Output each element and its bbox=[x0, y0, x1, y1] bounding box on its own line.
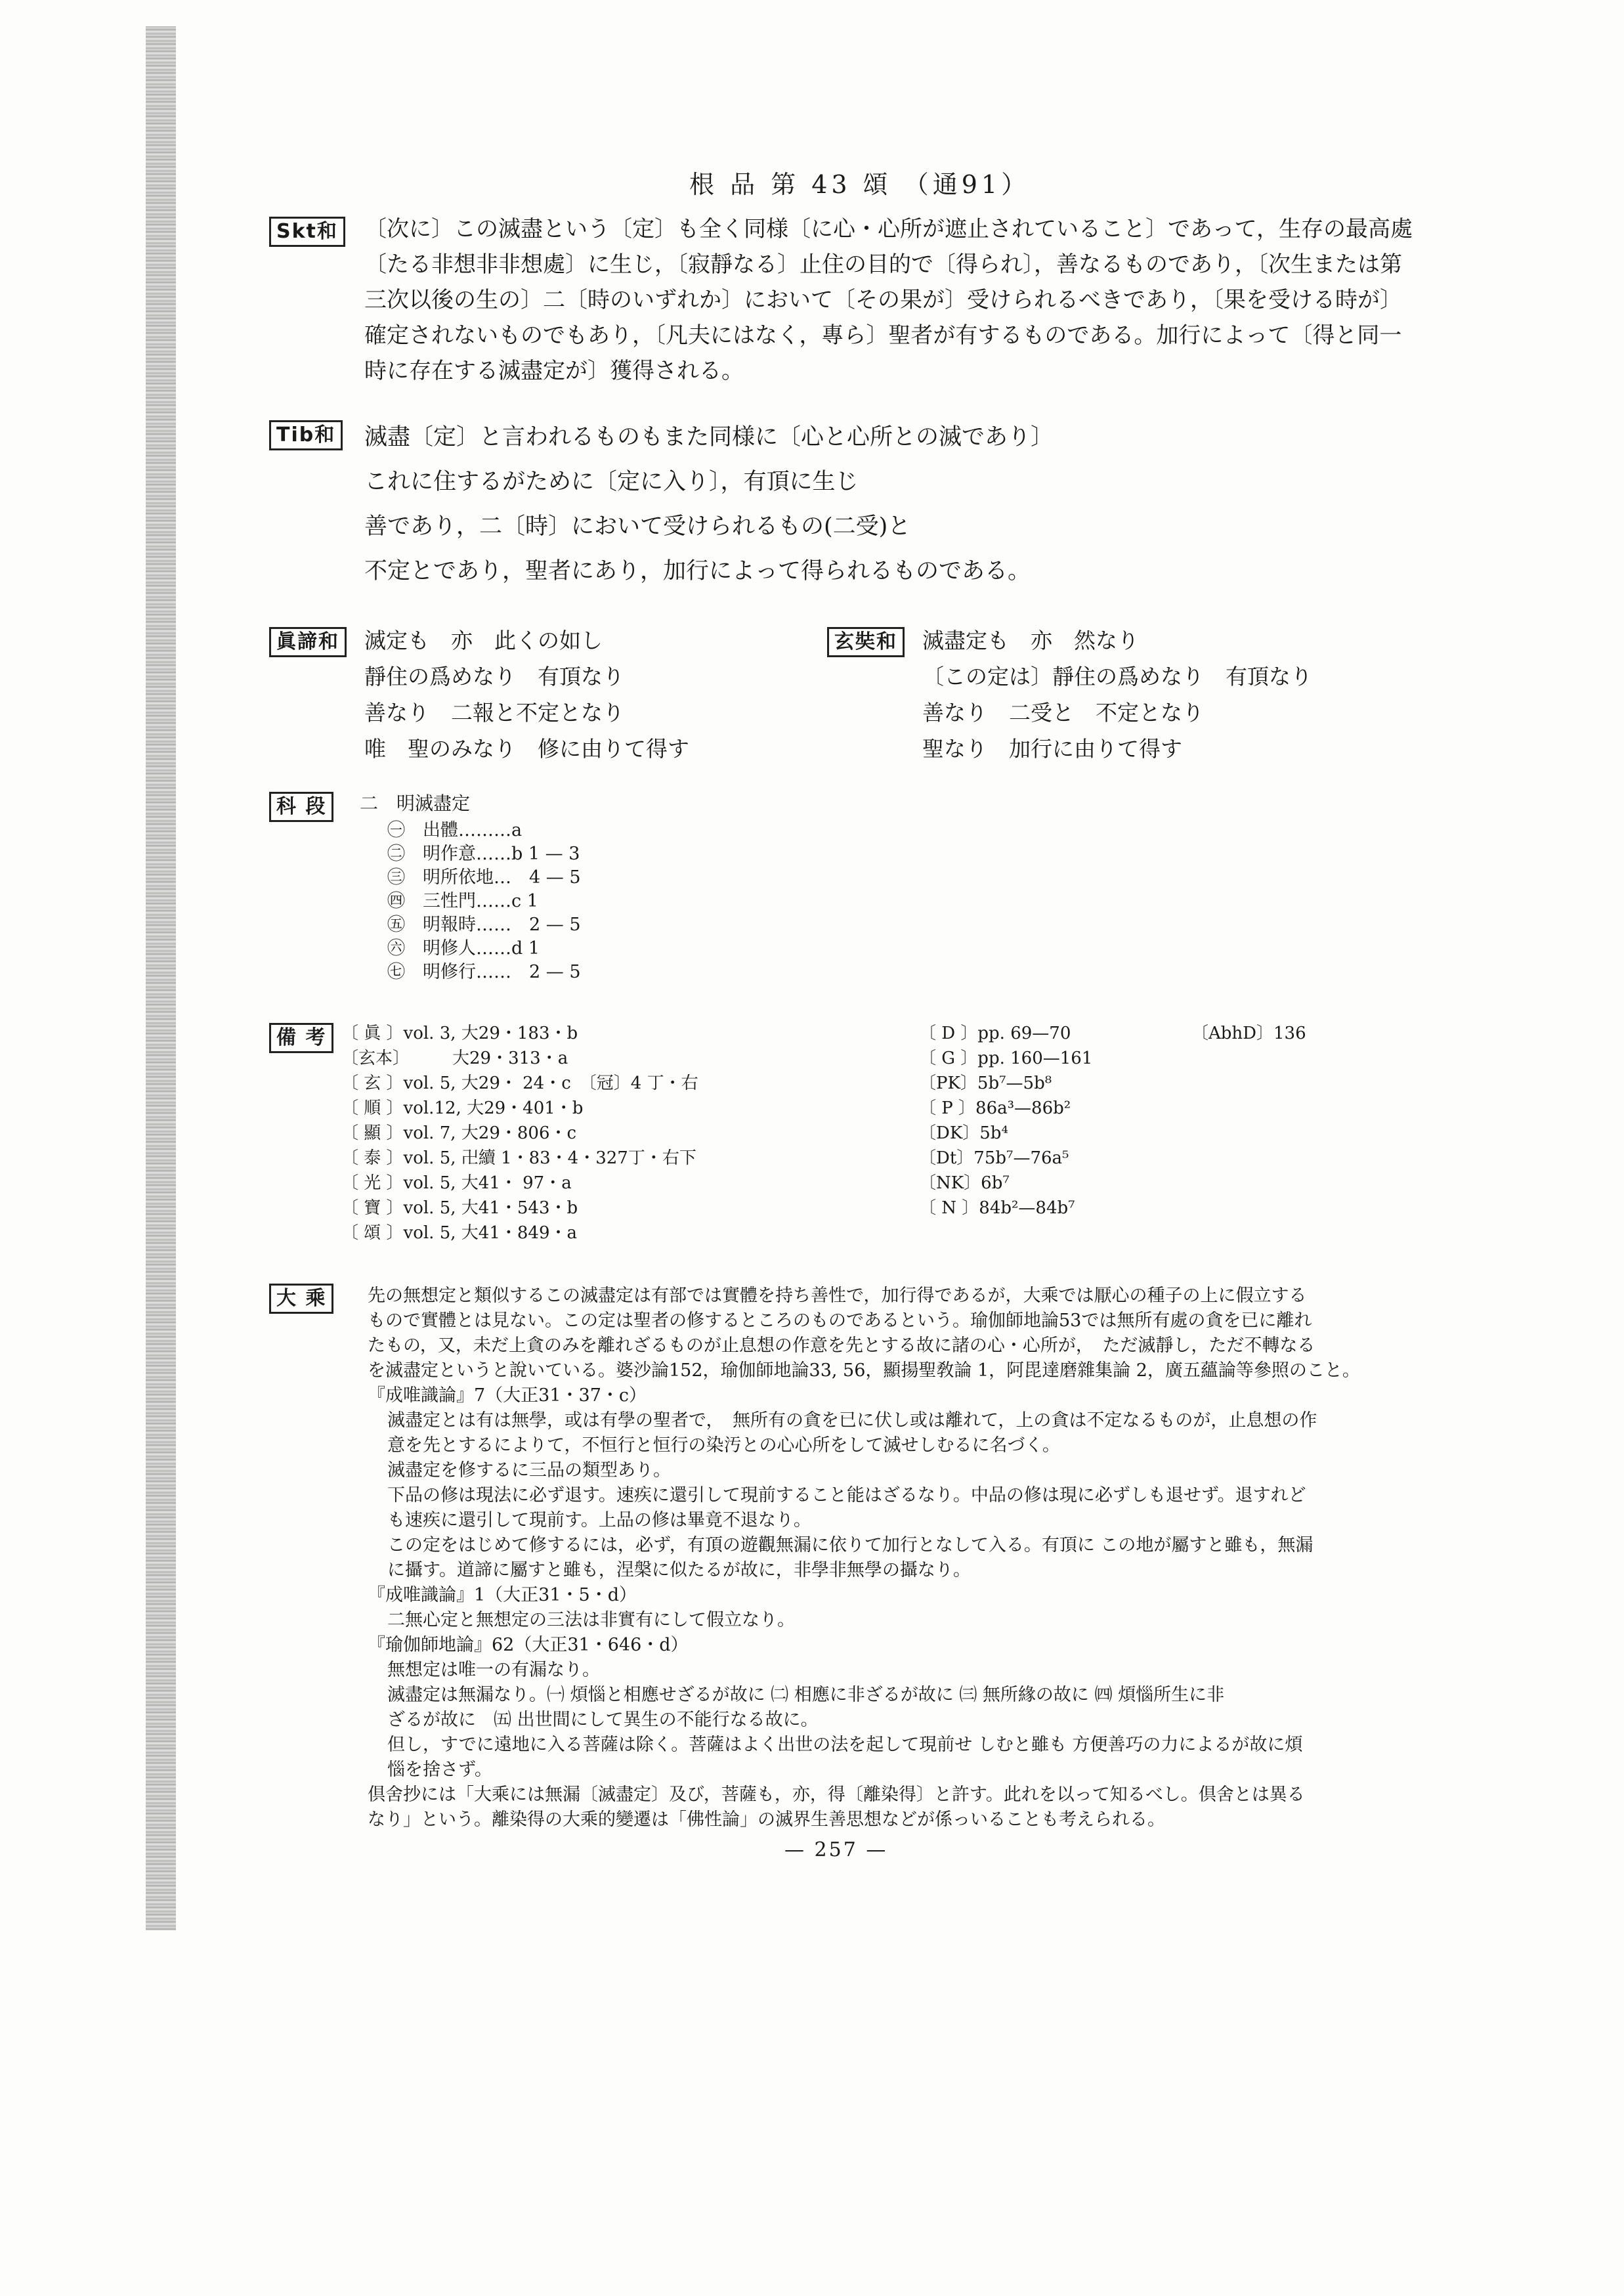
ref-entry: 〔Dt〕75b⁷—76a⁵ bbox=[919, 1148, 1069, 1168]
mahayana-line: 但し，すでに遠地に入る菩薩は除く。菩薩はよく出世の法を起して現前せ しむと雖も 方便善巧の力によるが故に煩 bbox=[387, 1735, 1303, 1755]
mahayana-line: 倶舍抄には「大乘には無漏〔滅盡定〕及び，菩薩も，亦，得〔離染得〕と許す。此れを以って知るべし。倶舍とは異る bbox=[368, 1785, 1305, 1805]
zhendi-line: 靜住の爲めなり 有頂なり bbox=[364, 664, 624, 689]
xuanzang-verse bbox=[922, 622, 1312, 767]
ref-entry: 〔 順 〕vol.12, 大29・401・b bbox=[341, 1098, 584, 1118]
mahayana-commentary bbox=[368, 1284, 1392, 1832]
tib-line: これに住するがために〔定に入り〕，有頂に生じ bbox=[364, 469, 859, 495]
mahayana-line: 『成唯識論』7（大正31・37・c） bbox=[368, 1385, 647, 1406]
page-number: — 257 — bbox=[784, 1838, 888, 1861]
outline-item: ㊅ 明修人……d 1 bbox=[387, 938, 540, 959]
page-header: 根 品 第 43 頌 （通91） bbox=[689, 170, 1031, 199]
ref-entry: 〔 光 〕vol. 5, 大41・ 97・a bbox=[341, 1173, 572, 1193]
zhendi-line: 唯 聖のみなり 修に由りて得す bbox=[364, 736, 689, 762]
ref-entry: 〔 D 〕pp. 69—70 bbox=[919, 1024, 1071, 1043]
skt-line: 時に存在する滅盡定が〕獲得される。 bbox=[364, 358, 744, 384]
ref-entry: 〔 N 〕84b²—84b⁷ bbox=[919, 1198, 1075, 1218]
mahayana-line: 惱を捨さず。 bbox=[387, 1760, 492, 1780]
ref-entry: 〔 顯 〕vol. 7, 大29・806・c bbox=[341, 1123, 577, 1143]
tag-mahayana: 大 乘 bbox=[269, 1284, 333, 1314]
mahayana-line: たもの，又，未だ上貪のみを離れざるものが止息想の作意を先とする故に諸の心・心所が， ただ滅靜し，ただ不轉なる bbox=[368, 1335, 1315, 1356]
tag-tib: Tib和 bbox=[269, 420, 343, 450]
kedan-title: 二 明滅盡定 bbox=[360, 792, 471, 814]
ref-entry: 〔 泰 〕vol. 5, 卍續 1・83・4・327丁・右下 bbox=[341, 1148, 696, 1168]
ref-entry: 〔DK〕5b⁴ bbox=[919, 1123, 1008, 1143]
outline-item: ㊀ 出體………a bbox=[387, 820, 523, 840]
mahayana-line: 『瑜伽師地論』62（大正31・646・d） bbox=[368, 1635, 689, 1655]
mahayana-line: も速疾に還引して現前す。上品の修は畢竟不退なり。 bbox=[387, 1510, 811, 1530]
refs-right bbox=[919, 1021, 1092, 1221]
ref-entry: 〔 玄 〕vol. 5, 大29・ 24・c 〔冠〕4 丁・右 bbox=[341, 1073, 698, 1093]
scan-edge-shadow bbox=[146, 26, 176, 1930]
tib-line: 滅盡〔定〕と言われるものもまた同様に〔心と心所との滅であり〕 bbox=[364, 424, 1054, 450]
mahayana-line: なり」という。離染得の大乘的變遷は「佛性論」の滅界生善思想などが係っいることも考えられる。 bbox=[368, 1809, 1165, 1830]
tib-line: 不定とであり，聖者にあり，加行によって得られるものである。 bbox=[364, 558, 1031, 584]
tag-kedan: 科 段 bbox=[269, 792, 333, 822]
mahayana-line: 滅盡定は無漏なり。㈠ 煩惱と相應せざるが故に ㈡ 相應に非ざるが故に ㈢ 無所緣の故に ㈣ 煩惱所生に非 bbox=[387, 1685, 1225, 1705]
mahayana-line: に攝す。道諦に屬すと雖も，涅槃に似たるが故に，非學非無學の攝なり。 bbox=[387, 1560, 971, 1580]
outline-item: ㊂ 明所依地… 4 — 5 bbox=[387, 867, 581, 888]
mahayana-line: この定をはじめて修するには，必ず，有頂の遊觀無漏に依りて加行となして入る。有頂に この地が屬すと雖も，無漏 bbox=[387, 1535, 1314, 1555]
skt-paragraph bbox=[364, 211, 1413, 389]
skt-line: 三次以後の生の〕二〔時のいずれか〕において〔その果が〕受けられるべきであり，〔果を受ける時が〕 bbox=[364, 287, 1402, 313]
ref-entry: 〔NK〕6b⁷ bbox=[919, 1173, 1010, 1193]
mahayana-line: もので實體とは見ない。この定は聖者の修するところのものであるという。瑜伽師地論53では無所有處の貪を已に離れ bbox=[368, 1310, 1312, 1331]
zhendi-line: 滅定も 亦 此くの如し bbox=[364, 628, 603, 653]
ref-entry: 〔PK〕5b⁷—5b⁸ bbox=[919, 1073, 1052, 1093]
mahayana-line: 『成唯識論』1（大正31・5・d） bbox=[368, 1585, 637, 1605]
tag-zhendi: 眞諦和 bbox=[269, 627, 347, 657]
zhendi-verse bbox=[364, 622, 689, 767]
skt-line: 〔次に〕この滅盡という〔定〕も全く同様〔に心・心所が遮止されていること〕であって，生存の最高處 bbox=[364, 216, 1413, 242]
zhendi-line: 善なり 二報と不定となり bbox=[364, 700, 624, 726]
ref-entry: 〔 P 〕86a³—86b² bbox=[919, 1098, 1071, 1118]
mahayana-line: を滅盡定というと說いている。婆沙論152，瑜伽師地論33, 56，顯揚聖敎論 1，阿毘達磨雜集論 2，廣五蘊論等參照のこと。 bbox=[368, 1360, 1360, 1381]
mahayana-line: 先の無想定と類似するこの滅盡定は有部では實體を持ち善性で，加行得であるが，大乘では厭心の種子の上に假立する bbox=[368, 1286, 1307, 1306]
outline-item: ㊄ 明報時…… 2 — 5 bbox=[387, 915, 581, 935]
outline-item: ㊃ 三性門……c 1 bbox=[387, 891, 538, 911]
outline-item: ㊆ 明修行…… 2 — 5 bbox=[387, 962, 581, 982]
outline-item: ㊁ 明作意……b 1 — 3 bbox=[387, 844, 580, 864]
mahayana-line: 二無心定と無想定の三法は非實有にして假立なり。 bbox=[387, 1610, 795, 1630]
xuanzang-line: 滅盡定も 亦 然なり bbox=[922, 628, 1139, 653]
mahayana-line: 滅盡定とは有は無學，或は有學の聖者で， 無所有の貪を已に伏し或は離れて，上の貪は不定なるものが，止息想の作 bbox=[387, 1410, 1317, 1431]
kedan-outline bbox=[387, 819, 581, 984]
mahayana-line: 無想定は唯一の有漏なり。 bbox=[387, 1660, 600, 1680]
tag-xuanzang: 玄奘和 bbox=[827, 627, 905, 657]
ref-entry: 〔 頌 〕vol. 5, 大41・849・a bbox=[341, 1223, 577, 1243]
ref-entry: 〔 眞 〕vol. 3, 大29・183・b bbox=[341, 1024, 578, 1043]
xuanzang-line: 聖なり 加行に由りて得す bbox=[922, 736, 1182, 762]
tag-skt: Skt和 bbox=[269, 217, 345, 247]
mahayana-line: 下品の修は現法に必ず退す。速疾に還引して現前すること能はざるなり。中品の修は現に必ずしも退せず。退すれど bbox=[387, 1485, 1306, 1505]
skt-line: 確定されないものでもあり，〔凡夫にはなく，專ら〕聖者が有するものである。加行によって〔得と同一 bbox=[364, 322, 1402, 349]
mahayana-line: ざるが故に ㈤ 出世間にして異生の不能行なる故に。 bbox=[387, 1710, 819, 1730]
tag-biko: 備 考 bbox=[269, 1023, 333, 1053]
ref-entry: 〔玄本〕 大29・313・a bbox=[341, 1049, 568, 1068]
ref-entry: 〔 G 〕pp. 160—161 bbox=[919, 1049, 1093, 1068]
tib-line: 善であり，二〔時〕において受けられるもの(二受)と bbox=[364, 513, 911, 540]
ref-abhd: 〔AbhD〕136 bbox=[1191, 1024, 1306, 1043]
xuanzang-line: 善なり 二受と 不定となり bbox=[922, 700, 1204, 726]
xuanzang-line: 〔この定は〕靜住の爲めなり 有頂なり bbox=[922, 664, 1312, 689]
skt-line: 〔たる非想非非想處〕に生じ，〔寂靜なる〕止住の目的で〔得られ〕，善なるものであり，〔次生または第 bbox=[364, 251, 1402, 278]
mahayana-line: 滅盡定を修するに三品の類型あり。 bbox=[387, 1460, 671, 1481]
ref-entry: 〔 寶 〕vol. 5, 大41・543・b bbox=[341, 1198, 578, 1218]
mahayana-line: 意を先とするによりて，不恒行と恒行の染汚との心心所をして滅せしむるに名づく。 bbox=[387, 1435, 1060, 1456]
refs-left bbox=[341, 1021, 698, 1245]
